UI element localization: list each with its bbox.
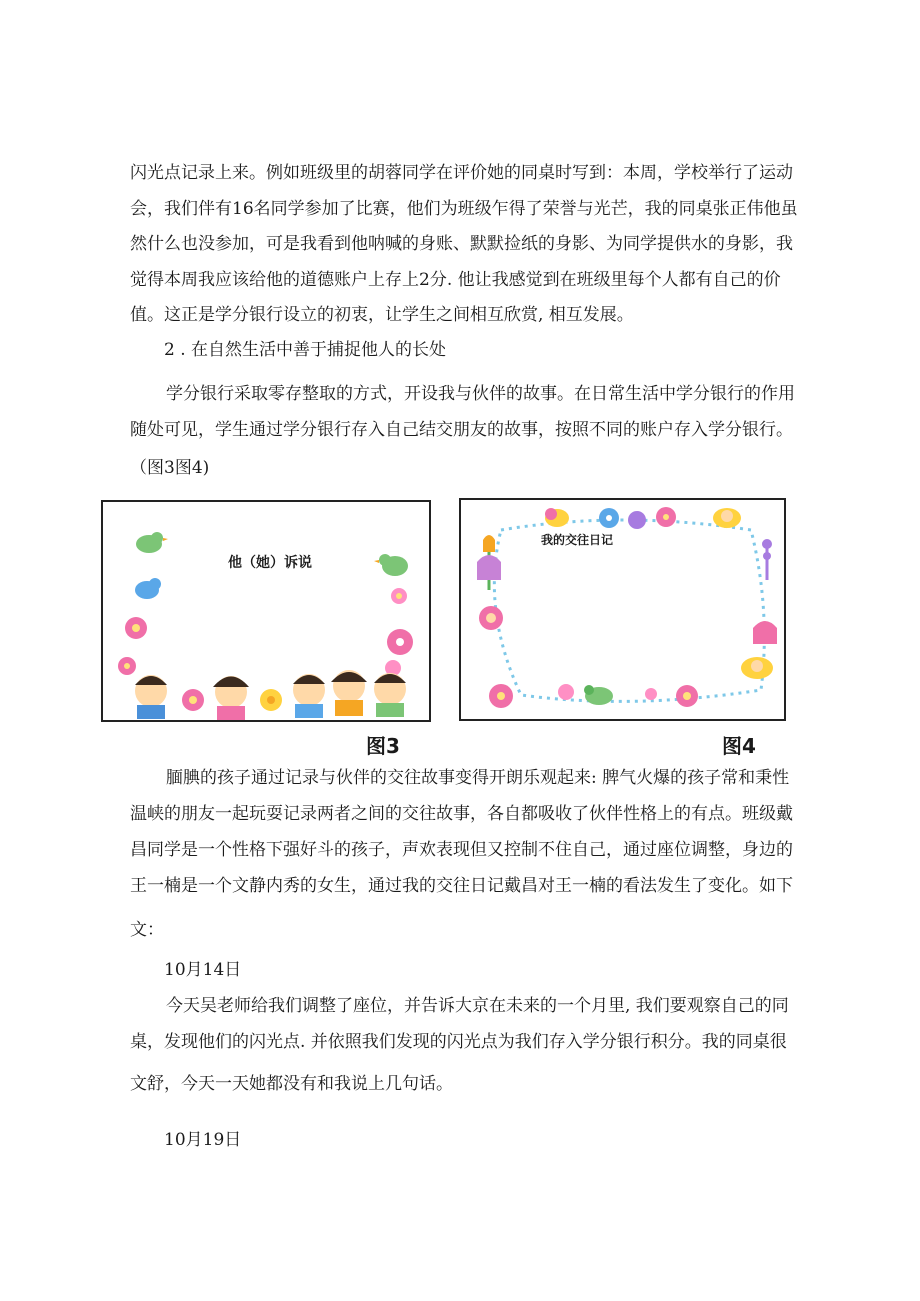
- paragraph-line: 温峡的朋友一起玩耍记录两者之间的交往故事，各自都吸收了伙伴性格上的有点。班级戴: [130, 804, 793, 824]
- flower-icon: [645, 688, 657, 700]
- flower-icon: [599, 508, 619, 528]
- paragraph-line: 今天吴老师给我们调整了座位，并告诉大京在未来的一个月里, 我们要观察自己的同: [166, 996, 789, 1016]
- flower-icon: [391, 588, 407, 604]
- bird-icon: [136, 532, 168, 553]
- paragraph-line: 然什么也没参加，可是我看到他呐喊的身账、默默捡纸的身影、为同学提供水的身影，我: [130, 234, 793, 254]
- butterfly-icon: [713, 508, 741, 528]
- paragraph-line: 值。这正是学分银行设立的初衷，让学生之间相互欣赏, 相互发展。: [130, 305, 634, 325]
- child-icon: [293, 674, 325, 718]
- bird-icon: [135, 578, 161, 599]
- diary-date: 10月14日: [164, 960, 242, 980]
- paragraph-line: 文舒，今天一天她都没有和我说上几句话。: [130, 1074, 453, 1094]
- paragraph-line: 腼腆的孩子通过记录与伙伴的交往故事变得开朗乐观起来: 脾气火爆的孩子常和秉性: [166, 768, 790, 788]
- paragraph-line: 学分银行采取零存整取的方式，开设我与伙伴的故事。在日常生活中学分银行的作用: [166, 384, 795, 404]
- paragraph-line: 觉得本周我应该给他的道德账户上存上2分. 他让我感觉到在班级里每个人都有自己的价: [130, 270, 781, 290]
- section-heading: 2 . 在自然生活中善于捕捉他人的长处: [164, 340, 447, 360]
- bird-icon: [374, 554, 408, 576]
- tulip-icon: [753, 621, 777, 644]
- butterfly-icon: [741, 657, 773, 679]
- paragraph-line: 文：: [130, 920, 164, 940]
- tulip-icon: [477, 555, 501, 580]
- flower-icon: [676, 685, 698, 707]
- flower-icon: [489, 684, 513, 708]
- paragraph-line: （图3图4): [130, 458, 210, 478]
- paragraph-line: 桌，发现他们的闪光点. 并依照我们发现的闪光点为我们存入学分银行积分。我的同桌很: [130, 1032, 787, 1052]
- flower-icon: [387, 629, 413, 655]
- figure-4-frame: [459, 498, 786, 721]
- child-icon: [213, 676, 249, 720]
- figure-3-frame: [101, 500, 431, 722]
- diary-date: 10月19日: [164, 1130, 242, 1150]
- paragraph-line: 随处可见，学生通过学分银行存入自己结交朋友的故事，按照不同的账户存入学分银行。: [130, 420, 793, 440]
- figure-4-illustration: [461, 500, 784, 719]
- paragraph-line: 会，我们伴有16名同学参加了比赛，他们为班级乍得了荣誉与光芒，我的同桌张正伟他虽: [130, 199, 798, 219]
- flower-icon: [118, 657, 136, 675]
- figure-3-caption: 图3: [366, 734, 400, 758]
- figure-4-caption: 图4: [722, 734, 756, 758]
- flower-icon: [125, 617, 147, 639]
- butterfly-icon: [479, 606, 503, 630]
- flower-icon: [628, 511, 646, 529]
- paragraph-line: 昌同学是一个性格下强好斗的孩子，声欢表现但又控制不住自己，通过座位调整，身边的: [130, 840, 793, 860]
- figure-4-title: 我的交往日记: [541, 533, 614, 547]
- flower-icon: [182, 689, 204, 711]
- child-icon: [135, 675, 167, 719]
- paragraph-line: 闪光点记录上来。例如班级里的胡蓉同学在评价她的同桌时写到：本周，学校举行了运动: [130, 163, 793, 183]
- flower-icon: [656, 507, 676, 527]
- child-icon: [374, 673, 406, 717]
- bee-icon: [545, 508, 569, 527]
- flower-stem-icon: [762, 539, 772, 580]
- figure-3-title: 他（她）诉说: [228, 555, 312, 571]
- flower-icon: [260, 689, 282, 711]
- flower-icon: [558, 684, 574, 700]
- child-icon: [331, 670, 367, 716]
- figure-3-illustration: [103, 502, 429, 720]
- paragraph-line: 王一楠是一个文静内秀的女生，通过我的交往日记戴昌对王一楠的看法发生了变化。如下: [130, 876, 793, 896]
